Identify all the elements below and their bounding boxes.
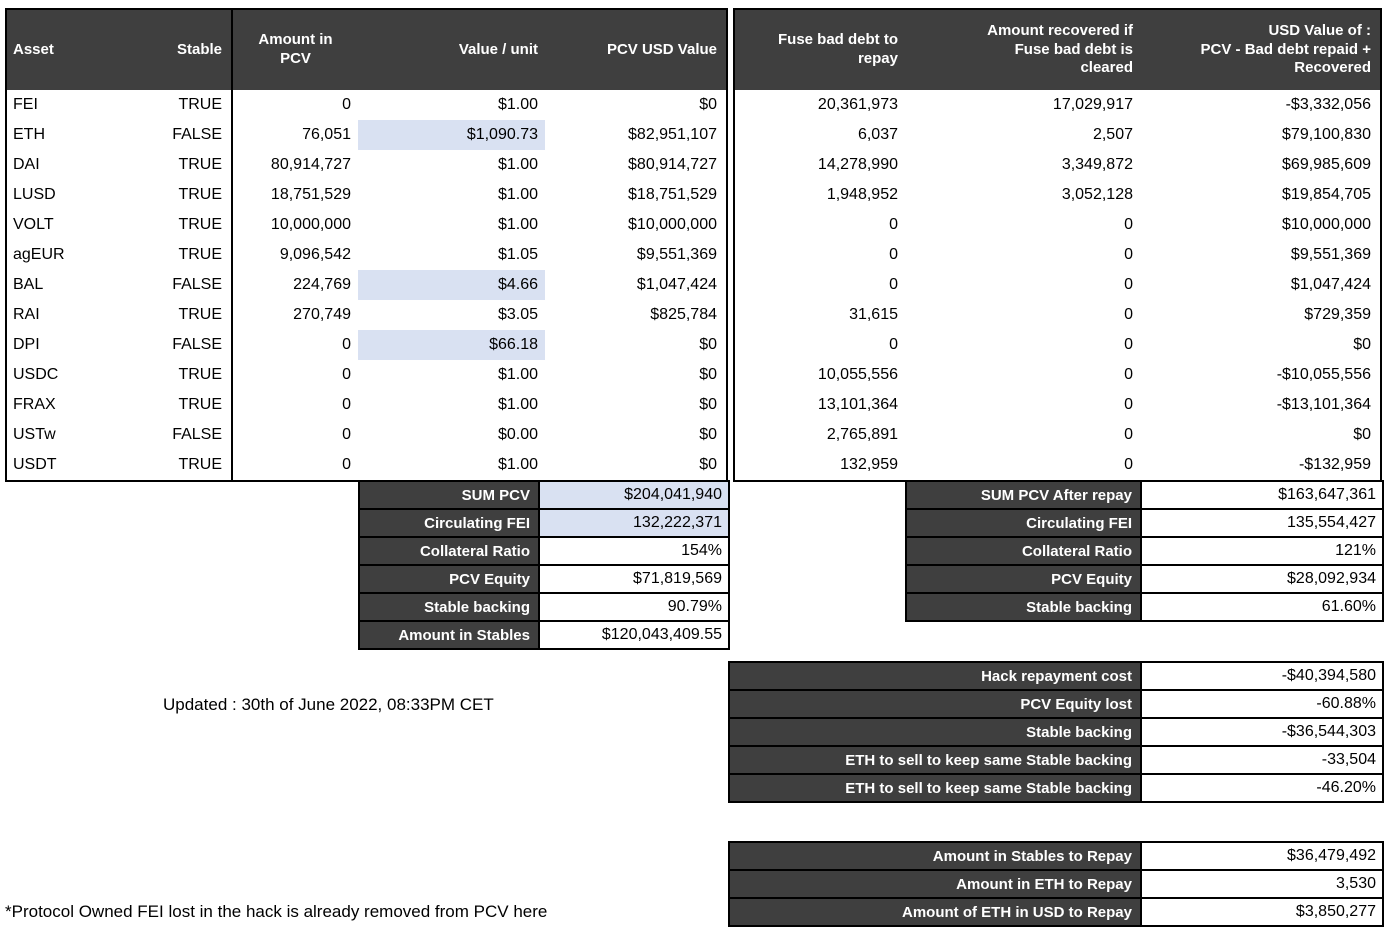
summary-row [359, 481, 729, 509]
summary-row [359, 621, 729, 649]
cell-pcv-usd-value: $0 [699, 426, 717, 443]
cell-amount-recovered: 0 [1124, 336, 1133, 353]
table-row [7, 270, 231, 300]
summary-value: $120,043,409.55 [539, 621, 729, 649]
cell-fuse-bad-debt: 13,101,364 [817, 396, 898, 413]
cell-asset: FRAX [13, 396, 56, 413]
summary-row [729, 662, 1383, 690]
cell-fuse-bad-debt: 14,278,990 [817, 156, 898, 173]
cell-stable: TRUE [178, 156, 222, 173]
cell-pcv-usd-value: $82,951,107 [628, 126, 717, 143]
cell-value-unit: $1.00 [497, 456, 538, 473]
table-row [735, 420, 1380, 450]
summary-row [729, 774, 1383, 802]
cell-amount-recovered: 0 [1124, 216, 1133, 233]
table-row [233, 210, 726, 240]
asset-stable-section [5, 8, 233, 482]
summary-value: $3,850,277 [1141, 898, 1383, 926]
cell-pcv-usd-value: $0 [699, 456, 717, 473]
cell-asset: FEI [13, 96, 38, 113]
table-row [735, 240, 1380, 270]
summary-label: Collateral Ratio [359, 537, 539, 565]
cell-asset: DPI [13, 336, 40, 353]
summary-value: $36,479,492 [1141, 842, 1383, 870]
table-row [735, 150, 1380, 180]
cell-value-unit: $1.00 [497, 96, 538, 113]
header-stable: Stable [176, 40, 222, 58]
cell-amount-in-pcv: 0 [342, 96, 351, 113]
cell-value-unit: $1.00 [497, 156, 538, 173]
cell-asset: LUSD [13, 186, 56, 203]
cell-value-unit: $1.00 [497, 396, 538, 413]
cell-pcv-usd-value: $10,000,000 [628, 216, 717, 233]
summary-label: Amount in Stables [359, 621, 539, 649]
cell-fuse-bad-debt: 6,037 [857, 126, 898, 143]
table-row [233, 450, 726, 480]
table-row [735, 300, 1380, 330]
summary-label: PCV Equity lost [729, 690, 1141, 718]
table-row [735, 390, 1380, 420]
cell-usd-value-final: $1,047,424 [1290, 276, 1371, 293]
summary-row [906, 593, 1383, 621]
summary-row [906, 565, 1383, 593]
summary-value: $163,647,361 [1141, 481, 1383, 509]
cell-fuse-bad-debt: 0 [889, 216, 898, 233]
summary-value: -46.20% [1141, 774, 1383, 802]
asset-stable-body [7, 90, 231, 480]
cell-amount-in-pcv: 9,096,542 [279, 246, 351, 263]
cell-asset: USDT [13, 456, 57, 473]
pcv-values-body [233, 90, 726, 480]
cell-amount-in-pcv: 0 [342, 456, 351, 473]
cell-stable: TRUE [178, 216, 222, 233]
header-value-unit: Value / unit [458, 40, 538, 58]
table-row [7, 300, 231, 330]
table-row [735, 330, 1380, 360]
summary-value: -33,504 [1141, 746, 1383, 774]
cell-pcv-usd-value: $9,551,369 [636, 246, 717, 263]
summary-label: ETH to sell to keep same Stable backing [729, 746, 1141, 774]
summary-row [906, 509, 1383, 537]
cell-amount-recovered: 3,052,128 [1061, 186, 1133, 203]
pcv-values-section [233, 8, 728, 482]
cell-fuse-bad-debt: 1,948,952 [826, 186, 898, 203]
cell-usd-value-final: $19,854,705 [1282, 186, 1371, 203]
cell-asset: USTw [13, 426, 56, 443]
table-row [233, 270, 726, 300]
cell-usd-value-final: -$3,332,056 [1285, 96, 1371, 113]
cell-value-unit-highlighted: $66.18 [358, 330, 545, 360]
cell-stable: FALSE [172, 126, 222, 143]
cell-amount-recovered: 2,507 [1092, 126, 1133, 143]
cell-value-unit: $1.00 [497, 186, 538, 203]
cell-value-unit-highlighted: $1,090.73 [358, 120, 545, 150]
cell-pcv-usd-value: $0 [699, 396, 717, 413]
footnote: *Protocol Owned FEI lost in the hack is already removed from PCV here [5, 902, 548, 921]
header-usd-value-final: USD Value of : PCV - Bad debt repaid + Recovered [1200, 21, 1371, 77]
fuse-debt-section [733, 8, 1382, 482]
summary-label: ETH to sell to keep same Stable backing [729, 774, 1141, 802]
cell-pcv-usd-value: $0 [699, 336, 717, 353]
table-row [7, 390, 231, 420]
table-header-row [7, 10, 231, 90]
after-repay-summary-table [905, 480, 1384, 622]
cell-stable: TRUE [178, 396, 222, 413]
cell-stable: TRUE [178, 186, 222, 203]
summary-value: 132,222,371 [539, 509, 729, 537]
table-row [735, 90, 1380, 120]
summary-row [359, 593, 729, 621]
cell-stable: TRUE [178, 366, 222, 383]
cell-amount-recovered: 0 [1124, 276, 1133, 293]
cell-value-unit: $3.05 [497, 306, 538, 323]
cell-usd-value-final: $0 [1353, 336, 1371, 353]
table-row [233, 150, 726, 180]
cell-fuse-bad-debt: 20,361,973 [817, 96, 898, 113]
summary-value: 154% [539, 537, 729, 565]
header-amount-in-pcv: Amount in PCV [258, 31, 333, 67]
table-row [735, 360, 1380, 390]
cell-usd-value-final: $10,000,000 [1282, 216, 1371, 233]
table-header-row [233, 10, 726, 90]
summary-label: PCV Equity [359, 565, 539, 593]
table-row [233, 360, 726, 390]
table-row [233, 240, 726, 270]
cell-fuse-bad-debt: 0 [889, 246, 898, 263]
summary-label: PCV Equity [906, 565, 1141, 593]
cell-value-unit: $1.00 [497, 366, 538, 383]
table-row [7, 450, 231, 480]
summary-row [729, 746, 1383, 774]
summary-row [729, 842, 1383, 870]
cell-amount-in-pcv: 0 [342, 366, 351, 383]
summary-row [359, 565, 729, 593]
summary-value: $204,041,940 [539, 481, 729, 509]
cell-usd-value-final: $729,359 [1304, 306, 1371, 323]
cell-asset: USDC [13, 366, 59, 383]
fuse-debt-body [735, 90, 1380, 480]
cell-stable: FALSE [172, 426, 222, 443]
table-row [233, 120, 726, 150]
summary-value: $71,819,569 [539, 565, 729, 593]
cell-pcv-usd-value: $0 [699, 366, 717, 383]
cell-pcv-usd-value: $18,751,529 [628, 186, 717, 203]
cell-usd-value-final: $0 [1353, 426, 1371, 443]
cell-stable: TRUE [178, 246, 222, 263]
table-row [233, 300, 726, 330]
summary-value: 121% [1141, 537, 1383, 565]
header-pcv-usd-value: PCV USD Value [606, 40, 717, 58]
repay-plan-table [728, 841, 1384, 927]
cell-asset: ETH [13, 126, 45, 143]
summary-row [729, 718, 1383, 746]
cell-stable: TRUE [178, 306, 222, 323]
cell-pcv-usd-value: $825,784 [650, 306, 717, 323]
cell-asset: agEUR [13, 246, 65, 263]
cell-value-unit: $0.00 [497, 426, 538, 443]
table-row [233, 390, 726, 420]
summary-label: Collateral Ratio [906, 537, 1141, 565]
summary-value: -60.88% [1141, 690, 1383, 718]
summary-label: Stable backing [906, 593, 1141, 621]
cell-usd-value-final: -$10,055,556 [1276, 366, 1371, 383]
cell-amount-recovered: 0 [1124, 246, 1133, 263]
table-row [735, 270, 1380, 300]
summary-label: Amount of ETH in USD to Repay [729, 898, 1141, 926]
cell-value-unit: $1.00 [497, 216, 538, 233]
summary-value: 90.79% [539, 593, 729, 621]
cell-amount-in-pcv: 80,914,727 [270, 156, 351, 173]
cell-usd-value-final: $69,985,609 [1282, 156, 1371, 173]
cell-usd-value-final: -$13,101,364 [1276, 396, 1371, 413]
summary-value: 135,554,427 [1141, 509, 1383, 537]
table-row [735, 120, 1380, 150]
cell-amount-recovered: 0 [1124, 426, 1133, 443]
cell-amount-in-pcv: 0 [342, 396, 351, 413]
header-amount-recovered: Amount recovered if Fuse bad debt is cleared [987, 21, 1133, 77]
summary-label: SUM PCV After repay [906, 481, 1141, 509]
cell-asset: RAI [13, 306, 40, 323]
table-row [7, 180, 231, 210]
header-fuse-bad-debt: Fuse bad debt to repay [778, 31, 898, 67]
cell-pcv-usd-value: $0 [699, 96, 717, 113]
table-row [735, 210, 1380, 240]
cell-stable: TRUE [178, 456, 222, 473]
cell-amount-in-pcv: 18,751,529 [270, 186, 351, 203]
cell-fuse-bad-debt: 31,615 [849, 306, 898, 323]
table-row [233, 180, 726, 210]
cell-amount-in-pcv: 270,749 [293, 306, 351, 323]
cell-amount-recovered: 0 [1124, 456, 1133, 473]
cell-amount-recovered: 17,029,917 [1052, 96, 1133, 113]
table-row [233, 90, 726, 120]
table-row [7, 210, 231, 240]
table-row [233, 420, 726, 450]
cell-asset: DAI [13, 156, 40, 173]
cell-amount-in-pcv: 10,000,000 [270, 216, 351, 233]
table-row [7, 90, 231, 120]
table-row [7, 420, 231, 450]
pcv-summary-table [358, 480, 730, 650]
cell-asset: BAL [13, 276, 44, 293]
cell-pcv-usd-value: $80,914,727 [628, 156, 717, 173]
cell-value-unit-highlighted: $4.66 [358, 270, 545, 300]
summary-label: Hack repayment cost [729, 662, 1141, 690]
cell-amount-recovered: 3,349,872 [1061, 156, 1133, 173]
summary-label: Stable backing [729, 718, 1141, 746]
cell-pcv-usd-value: $1,047,424 [636, 276, 717, 293]
cell-stable: FALSE [172, 276, 222, 293]
summary-value: $28,092,934 [1141, 565, 1383, 593]
summary-value: 61.60% [1141, 593, 1383, 621]
cell-stable: TRUE [178, 96, 222, 113]
summary-row [906, 481, 1383, 509]
cell-fuse-bad-debt: 0 [889, 276, 898, 293]
summary-row [729, 898, 1383, 926]
summary-label: Amount in ETH to Repay [729, 870, 1141, 898]
summary-value: -$36,544,303 [1141, 718, 1383, 746]
table-row [7, 120, 231, 150]
cell-value-unit: $1.05 [497, 246, 538, 263]
cell-amount-in-pcv: 0 [342, 336, 351, 353]
table-row [233, 330, 726, 360]
cell-amount-recovered: 0 [1124, 306, 1133, 323]
summary-label: Circulating FEI [359, 509, 539, 537]
table-row [7, 150, 231, 180]
table-header-row [735, 10, 1380, 90]
header-asset: Asset [13, 40, 54, 58]
cell-amount-in-pcv: 0 [342, 426, 351, 443]
cell-stable: FALSE [172, 336, 222, 353]
table-row [735, 450, 1380, 480]
summary-row [359, 537, 729, 565]
cell-amount-recovered: 0 [1124, 366, 1133, 383]
summary-row [359, 509, 729, 537]
updated-timestamp: Updated : 30th of June 2022, 08:33PM CET [163, 695, 494, 714]
hack-impact-table [728, 661, 1384, 803]
table-row [735, 180, 1380, 210]
cell-usd-value-final: $79,100,830 [1282, 126, 1371, 143]
cell-fuse-bad-debt: 2,765,891 [826, 426, 898, 443]
summary-value: -$40,394,580 [1141, 662, 1383, 690]
cell-usd-value-final: -$132,959 [1298, 456, 1371, 473]
summary-row [906, 537, 1383, 565]
summary-label: SUM PCV [359, 481, 539, 509]
summary-row [729, 690, 1383, 718]
summary-label: Circulating FEI [906, 509, 1141, 537]
cell-usd-value-final: $9,551,369 [1290, 246, 1371, 263]
cell-fuse-bad-debt: 0 [889, 336, 898, 353]
table-row [7, 360, 231, 390]
summary-label: Stable backing [359, 593, 539, 621]
summary-value: 3,530 [1141, 870, 1383, 898]
cell-amount-in-pcv: 224,769 [293, 276, 351, 293]
cell-amount-in-pcv: 76,051 [302, 126, 351, 143]
cell-fuse-bad-debt: 10,055,556 [817, 366, 898, 383]
cell-asset: VOLT [13, 216, 54, 233]
cell-amount-recovered: 0 [1124, 396, 1133, 413]
summary-label: Amount in Stables to Repay [729, 842, 1141, 870]
table-row [7, 240, 231, 270]
cell-fuse-bad-debt: 132,959 [840, 456, 898, 473]
summary-row [729, 870, 1383, 898]
table-row [7, 330, 231, 360]
